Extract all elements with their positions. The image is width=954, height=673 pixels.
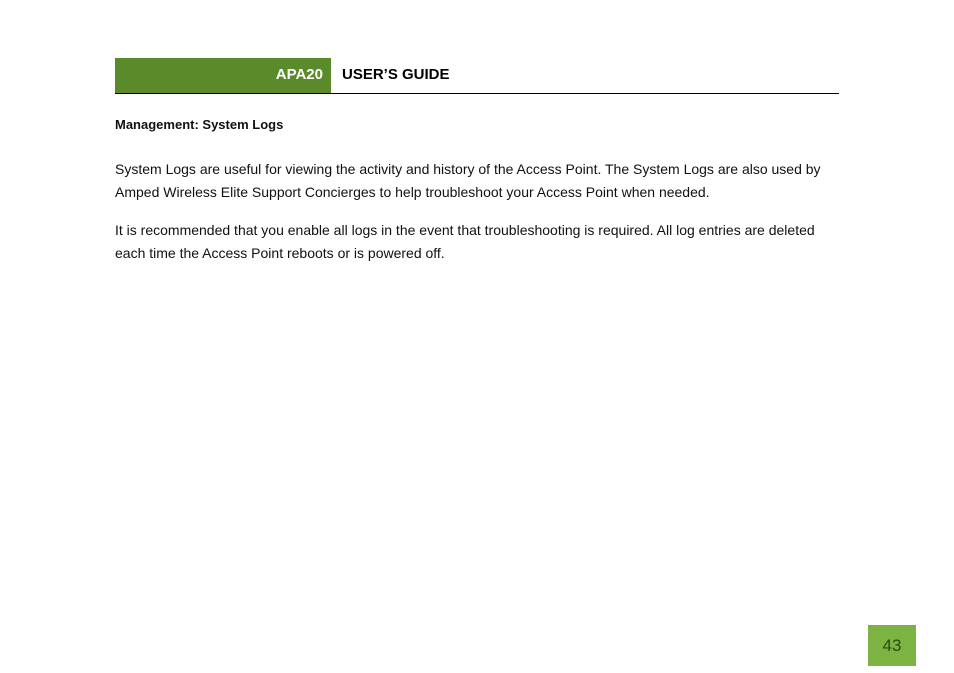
- header-band: [115, 58, 331, 93]
- section-title: Management: System Logs: [115, 117, 284, 132]
- page-number: 43: [868, 625, 916, 666]
- guide-title: USER’S GUIDE: [342, 66, 450, 83]
- paragraph: It is recommended that you enable all logs in the event that troubleshooting is required. All log entries are deleted each time the Access Point reboots or is powered off.: [115, 222, 815, 261]
- header-divider: [115, 93, 839, 94]
- product-model: APA20: [275, 66, 323, 83]
- paragraph: System Logs are useful for viewing the activity and history of the Access Point. The System Logs are also used by Amped Wireless Elite Support Concierges to help troubleshoot your Access Point when needed.: [115, 161, 821, 200]
